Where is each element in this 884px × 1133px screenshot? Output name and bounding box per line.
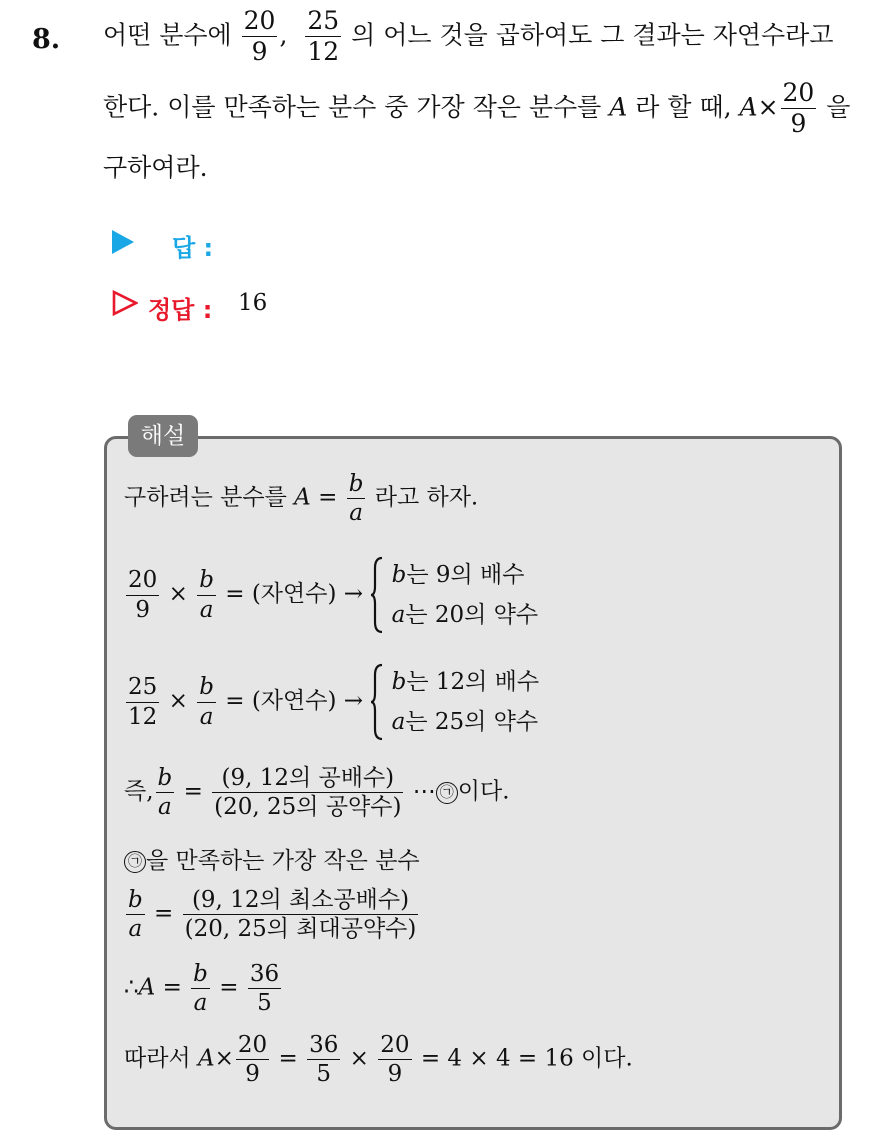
solution-line-4: 즉, $\frac{b}{a}$ = $\frac{\text{(9, 12의 공배수)}}{\text{(20, 25의 공약수)}}$ ⋯ ㉠ 이다. [124,765,510,821]
answer-label: 답 : [172,234,214,262]
question-text: 어떤 분수에 [103,20,232,50]
correct-answer-value: 16 [238,290,268,316]
solution-line-2: $\frac{20}{9}$ × $\frac{b}{a}$ = (자연수) → b는 9의 배수 a는 20의 약수 [124,555,538,635]
play-arrow-icon [112,230,134,254]
question-line-3: 구하여라. [103,153,208,182]
answer-input-area[interactable] [230,226,530,258]
left-brace-icon [370,663,384,741]
outline-arrow-icon [112,290,138,316]
left-brace-icon [370,556,384,634]
solution-line-7: ∴A = $\frac{b}{a}$ = $\frac{36}{5}$ [124,961,280,1017]
question-number: 8. [32,24,61,55]
solution-line-5: ㉠ 을 만족하는 가장 작은 분수 [124,842,420,875]
correct-answer-label: 정답 : [148,296,213,324]
fraction-20-9: $\frac{20}{9}$ [243,6,276,67]
circle-label-icon: ㉠ [124,851,146,873]
fraction-20-9: $\frac{20}{9}$ [782,78,815,139]
solution-line-3: $\frac{25}{12}$ × $\frac{b}{a}$ = (자연수) → b는 12의 배수 a는 25의 약수 [124,662,539,742]
fraction-25-12: $\frac{25}{12}$ [307,6,340,67]
solution-line-8: 따라서 A× $\frac{20}{9}$ = $\frac{36}{5}$ × $\frac{20}{9}$ = 4 × 4 = 16 이다. [124,1032,633,1088]
question-line-1: 어떤 분수에 $\frac{20}{9}$ , $\frac{25}{12}$ 의 어느 것을 곱하여도 그 결과는 자연수라고 [103,6,834,67]
circle-label-icon: ㉠ [436,782,458,804]
solution-line-1: 구하려는 분수를 A = $\frac{b}{a}$ 라고 하자. [124,471,479,527]
question-line-2: 한다. 이를 만족하는 분수 중 가장 작은 분수를 A 라 할 때, A× $\frac{20}{9}$ 을 [103,78,851,139]
solution-line-6: $\frac{b}{a}$ = $\frac{\text{(9, 12의 최소공배수)}}{\text{(20, 25의 최대공약수)}}$ [128,887,417,943]
question-text: 의 어느 것을 곱하여도 그 결과는 자연수라고 [351,20,834,50]
solution-tag: 해설 [128,415,198,457]
